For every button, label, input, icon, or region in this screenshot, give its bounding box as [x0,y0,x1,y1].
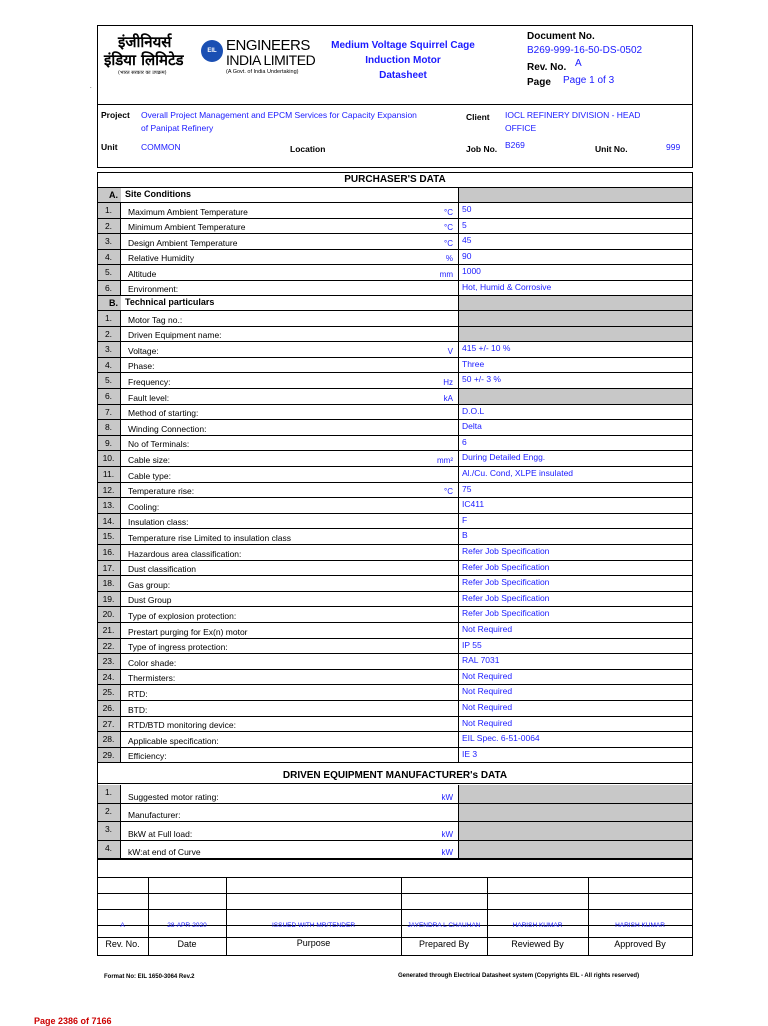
unit-value: COMMON [141,142,181,152]
purchaser-title: PURCHASER'S DATA [97,172,693,188]
row-num: 3. [97,342,121,357]
table-row [97,785,693,804]
row-value [458,785,693,803]
row-unit: mm² [437,455,453,465]
section-b-label: Technical particulars [125,297,215,307]
row-label: Phase: [128,361,155,372]
logo-badge-text: EIL [207,48,217,54]
table-row [97,607,693,623]
unitno-label: Unit No. [595,144,628,154]
table-row [97,514,693,530]
rev-header-prepared: Prepared By [418,939,470,949]
row-unit: °C [444,487,453,497]
format-no: Format No: EIL 1650-3064 Rev.2 [104,974,195,980]
revision-table [97,859,693,957]
rev-row-approved: HARISH KUMAR [615,922,665,929]
row-value: 415 +/- 10 % [458,342,693,357]
table-row [97,219,693,235]
row-value: Hot, Humid & Corrosive [458,281,693,296]
table-row [97,483,693,499]
section-a-num: A. [97,188,121,202]
section-b-num: B. [97,296,121,310]
page-label: Page [527,77,551,88]
table-row [97,389,693,405]
table-row [97,467,693,483]
row-label: Type of explosion protection: [128,610,237,621]
rev-row-purpose: ISSUED WITH MR/TENDER [271,922,356,929]
logo-hindi-line1: इंजीनियर्स [118,33,172,51]
row-value: 50 +/- 3 % [458,373,693,388]
client-value-line1: IOCL REFINERY DIVISION - HEAD [505,110,641,120]
row-label: Type of ingress protection: [128,642,228,653]
row-value [458,841,693,859]
table-row [97,327,693,343]
title-line3: Datasheet [379,70,427,81]
table-row [97,717,693,733]
row-unit: kW [441,829,453,839]
row-num: 21. [97,623,121,638]
row-value: 75 [458,483,693,498]
row-label: BkW at Full load: [128,828,193,839]
row-num: 28. [97,732,121,747]
row-unit: mm [439,269,453,279]
row-num: 16. [97,545,121,560]
table-row [97,561,693,577]
row-num: 5. [97,373,121,388]
row-label: Applicable specification: [128,735,219,746]
table-row [97,685,693,701]
row-value: Not Required [458,717,693,732]
row-value: RAL 7031 [458,654,693,669]
row-num: 22. [97,639,121,654]
row-value [458,389,693,404]
row-num: 14. [97,514,121,529]
row-label: Driven Equipment name: [128,330,222,341]
row-num: 3. [97,234,121,249]
title-line1: Medium Voltage Squirrel Cage [331,40,475,51]
row-num: 18. [97,576,121,591]
row-value: B [458,529,693,544]
row-value: IE 3 [458,748,693,763]
row-unit: kW [441,848,453,857]
row-label: Cable type: [128,470,171,481]
rev-row-prepared: JAYENDRA L CHAUHAN [407,922,481,929]
logo-en-line1: ENGINEERS [226,37,310,54]
table-row [97,654,693,670]
row-label: Cable size: [128,454,171,465]
row-label: Winding Connection: [128,423,207,434]
logo-hindi-sub: (भारत सरकार का उपक्रम) [118,70,167,76]
row-label: Maximum Ambient Temperature [128,206,248,217]
row-num: 2. [97,219,121,234]
row-label: Temperature rise Limited to insulation class [128,532,291,543]
section-b-shade [458,296,693,310]
doc-no-label: Document No. [527,31,595,42]
table-row [97,250,693,266]
row-value: 50 [458,203,693,218]
row-label: Altitude [128,268,157,279]
row-value: Delta [458,420,693,435]
row-num: 19. [97,592,121,607]
row-label: Cooling: [128,501,160,512]
row-num: 2. [97,327,121,342]
row-value: IC411 [458,498,693,513]
row-value: EIL Spec. 6-51-0064 [458,732,693,747]
unitno-value: 999 [666,142,681,152]
row-label: Thermisters: [128,673,176,684]
row-label: Insulation class: [128,517,189,528]
row-num: 27. [97,717,121,732]
row-label: Gas group: [128,579,171,590]
row-value: D.O.L [458,405,693,420]
dot-mark: . [90,84,92,90]
logo-en-line2: INDIA LIMITED [226,52,316,68]
row-num: 4. [97,358,121,373]
row-num: 3. [97,822,121,840]
generated-note: Generated through Electrical Datasheet system (Copyrights EIL - All rights reserved) [398,973,640,979]
table-row [97,732,693,748]
row-label: Voltage: [128,345,159,356]
row-unit: °C [444,238,453,248]
row-num: 29. [97,748,121,763]
row-label: Minimum Ambient Temperature [128,222,246,232]
row-value: IP 55 [458,639,693,654]
rev-row-reviewed: HARISH KUMAR [512,922,563,929]
row-unit: °C [444,207,453,217]
table-row [97,529,693,545]
row-value: Not Required [458,623,693,638]
row-label: RTD/BTD monitoring device: [128,720,237,731]
row-label: Environment: [128,284,179,294]
row-label: BTD: [128,704,148,715]
row-label: Fault level: [128,392,170,403]
row-value [458,822,693,840]
table-row [97,203,693,219]
row-label: Design Ambient Temperature [128,237,238,248]
row-label: Suggested motor rating: [128,791,219,802]
table-row [97,545,693,561]
row-num: 24. [97,670,121,685]
row-num: 7. [97,405,121,420]
row-label: Temperature rise: [128,486,195,497]
title-line2: Induction Motor [365,55,441,66]
row-unit: Hz [443,377,453,387]
table-row [97,822,693,841]
row-label: Dust classification [128,564,197,575]
table-row [97,498,693,514]
row-unit: V [447,346,453,356]
row-label: Prestart purging for Ex(n) motor [128,626,248,637]
table-row [97,841,693,860]
row-value: Refer Job Specification [458,545,693,560]
row-num: 23. [97,654,121,669]
table-row [97,804,693,823]
row-value: 5 [458,219,693,234]
row-num: 15. [97,529,121,544]
table-row [97,639,693,655]
row-label: Motor Tag no.: [128,314,183,325]
row-label: Hazardous area classification: [128,548,242,559]
rev-header-approved: Approved By [614,939,666,949]
table-row [97,311,693,327]
row-value: 45 [458,234,693,249]
table-row [97,265,693,281]
row-label: Dust Group [128,595,172,606]
section-a [97,188,693,203]
table-row [97,670,693,686]
row-value: Not Required [458,685,693,700]
row-label: Method of starting: [128,408,199,419]
rev-label: Rev. No. [527,62,567,73]
row-label: No of Terminals: [128,439,190,450]
row-label: Frequency: [128,376,171,387]
row-value: Al./Cu. Cond, XLPE insulated [458,467,693,482]
logo-hindi-line2: इंडिया लिमिटेड [104,51,184,69]
row-num: 8. [97,420,121,435]
row-num: 20. [97,607,121,622]
row-label: kW:at end of Curve [128,847,201,857]
table-row [97,234,693,250]
table-row [97,373,693,389]
row-num: 13. [97,498,121,513]
row-value: Refer Job Specification [458,576,693,591]
doc-no-value: B269-999-16-50-DS-0502 [527,45,643,56]
table-row [97,748,693,764]
job-value: B269 [505,140,525,150]
table-row [97,701,693,717]
row-value: During Detailed Engg. [458,451,693,466]
page-value: Page 1 of 3 [563,75,615,86]
rev-row-date: 28-APR-2020 [167,922,207,929]
page-counter: Page 2386 of 7166 [34,1016,112,1026]
row-label: Relative Humidity [128,253,195,263]
row-num: 9. [97,436,121,451]
project-label: Project [101,110,130,120]
row-label: Efficiency: [128,751,167,762]
row-num: 1. [97,203,121,218]
job-label: Job No. [466,144,498,154]
section-b [97,296,693,311]
rev-row-rev: A [120,922,125,929]
row-num: 4. [97,250,121,265]
table-row [97,358,693,374]
row-label: Manufacturer: [128,810,181,820]
client-label: Client [466,112,490,122]
client-value-line2: OFFICE [505,123,537,133]
row-unit: % [445,254,453,263]
row-value: Not Required [458,701,693,716]
row-value [458,311,693,326]
table-row [97,623,693,639]
table-row [97,451,693,467]
row-value [458,804,693,822]
location-label: Location [290,144,326,154]
row-num: 17. [97,561,121,576]
section-a-label: Site Conditions [125,189,191,199]
row-num: 2. [97,804,121,822]
row-unit: kW [441,792,453,802]
row-num: 10. [97,451,121,466]
project-value-line2: of Panipat Refinery [141,123,214,133]
row-num: 4. [97,841,121,859]
rev-header-purpose: Purpose [296,938,331,948]
row-num: 26. [97,701,121,716]
table-row [97,592,693,608]
table-row [97,420,693,436]
row-value: Refer Job Specification [458,561,693,576]
row-num: 11. [97,467,121,482]
rev-header-reviewed: Reviewed By [511,939,564,949]
row-value: Refer Job Specification [458,592,693,607]
rev-header-rev: Rev. No. [105,939,140,949]
row-value: 90 [458,250,693,265]
project-value-line1: Overall Project Management and EPCM Services for Capacity Expansion [141,110,417,120]
row-value: Three [458,358,693,373]
logo-en-sub: (A Govt. of India Undertaking) [226,69,299,75]
unit-label: Unit [101,142,118,152]
row-label: Color shade: [128,657,177,668]
row-value: F [458,514,693,529]
row-num: 25. [97,685,121,700]
table-row [97,576,693,592]
row-num: 5. [97,265,121,280]
table-row [97,281,693,297]
table-row [97,405,693,421]
table-row [97,436,693,452]
driven-title: DRIVEN EQUIPMENT MANUFACTURER's DATA [97,768,693,784]
row-num: 12. [97,483,121,498]
row-num: 1. [97,785,121,803]
row-num: 6. [97,389,121,404]
row-unit: °C [444,223,453,232]
row-value: Not Required [458,670,693,685]
rev-header-date: Date [177,939,197,949]
row-value [458,327,693,342]
section-a-shade [458,188,693,202]
rev-value: A [575,58,582,69]
row-num: 6. [97,281,121,296]
table-row [97,342,693,358]
row-value: 1000 [458,265,693,280]
row-num: 1. [97,311,121,326]
row-value: Refer Job Specification [458,607,693,622]
row-value: 6 [458,436,693,451]
row-label: RTD: [128,688,148,699]
row-unit: kA [443,393,453,403]
